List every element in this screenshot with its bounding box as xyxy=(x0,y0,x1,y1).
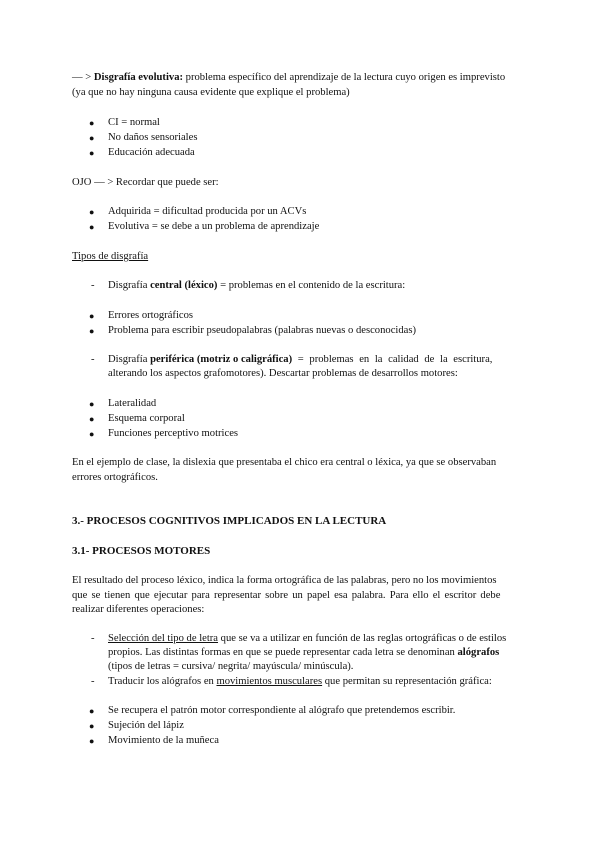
central-term: central (léxico) xyxy=(150,280,218,291)
section-3-title: 3.- PROCESOS COGNITIVOS IMPLICADOS EN LA LECTURA xyxy=(72,515,387,527)
tipos-heading xyxy=(72,250,528,264)
resultado-line1: El resultado del proceso léxico, indica la forma ortográfica de las palabras, pero no los movimientos xyxy=(72,575,497,586)
bullet-icon: ● xyxy=(89,207,95,217)
bullet-icon: ● xyxy=(89,148,95,158)
dash-marker: - xyxy=(91,676,95,687)
list-item: Errores ortográficos xyxy=(108,310,194,321)
central-post: = problemas en el contenido de la escritura: xyxy=(217,280,406,291)
bullet-icon: ● xyxy=(89,399,95,409)
bullet-icon: ● xyxy=(89,222,95,232)
traducir-term: movimientos musculares xyxy=(216,676,323,687)
bullet-icon: ● xyxy=(89,311,95,321)
bullet-icon: ● xyxy=(89,326,95,336)
paragraph-disgrafia-evolutiva xyxy=(72,71,528,85)
bullet-icon: ● xyxy=(89,429,95,439)
seleccion-term: Selección del tipo de letra xyxy=(108,633,219,644)
arrow-text: — > xyxy=(72,72,94,83)
seleccion-rest: que se va a utilizar en función de las reglas ortográficas o de estilos xyxy=(218,633,507,644)
list-item: CI = normal xyxy=(108,117,160,128)
periferica-term: periférica (motriz o caligráfica) xyxy=(150,354,293,365)
periferica-pre: Disgrafía xyxy=(108,354,151,365)
seleccion-line3: (tipos de letras = cursiva/ negrita/ mayúscula/ minúscula). xyxy=(108,661,354,672)
definition-text: problema específico del aprendizaje de la lectura cuyo origen es imprevisto xyxy=(183,72,506,83)
ojo-note: OJO — > Recordar que puede ser: xyxy=(72,177,219,188)
list-item: Evolutiva = se debe a un problema de aprendizaje xyxy=(108,221,320,232)
term-disgrafia-evolutiva: Disgrafía evolutiva: xyxy=(93,72,184,83)
section-3-1-title: 3.1- PROCESOS MOTORES xyxy=(72,545,211,557)
list-item: Educación adecuada xyxy=(108,147,195,158)
periferica-post: = problemas en la calidad de la escritura, xyxy=(292,354,493,365)
list-item: Se recupera el patrón motor correspondiente al alógrafo que pretendemos escribir. xyxy=(108,705,456,716)
section-3-heading xyxy=(72,514,528,528)
ejemplo-line2: errores ortográficos. xyxy=(72,472,158,483)
alografos-term: alógrafos xyxy=(457,647,500,658)
periferica-line2: alterando los aspectos grafomotores). Descartar problemas de desarrollos motores: xyxy=(108,368,458,379)
central-pre: Disgrafía xyxy=(108,280,151,291)
list-item: Esquema corporal xyxy=(108,413,185,424)
seleccion-line2 xyxy=(108,646,499,660)
dash-marker: - xyxy=(91,280,95,291)
periferica-item xyxy=(108,353,528,367)
bullet-icon: ● xyxy=(89,706,95,716)
list-item: Problema para escribir pseudopalabras (palabras nuevas o desconocidas) xyxy=(108,325,416,336)
bullet-icon: ● xyxy=(89,721,95,731)
list-item: No daños sensoriales xyxy=(108,132,198,143)
resultado-line2: que se tienen que ejecutar para representar sobre un papel esa palabra. Para ello el escritor debe xyxy=(72,590,501,601)
dash-marker: - xyxy=(91,633,95,644)
list-item: Lateralidad xyxy=(108,398,157,409)
bullet-icon: ● xyxy=(89,736,95,746)
traducir-pre: Traducir los alógrafos en xyxy=(108,676,217,687)
traducir-post: que permitan su representación gráfica: xyxy=(322,676,492,687)
bullet-icon: ● xyxy=(89,118,95,128)
bullet-icon: ● xyxy=(89,133,95,143)
section-3-1-heading xyxy=(72,544,528,558)
list-item: Sujeción del lápiz xyxy=(108,720,184,731)
ejemplo-line1: En el ejemplo de clase, la dislexia que presentaba el chico era central o léxica, ya que se observaban xyxy=(72,457,497,468)
resultado-line3: realizar diferentes operaciones: xyxy=(72,604,205,615)
paragraph-line: (ya que no hay ninguna causa evidente que explique el problema) xyxy=(72,87,350,98)
list-item: Movimiento de la muñeca xyxy=(108,735,219,746)
list-item: Adquirida = dificultad producida por un ACVs xyxy=(108,206,307,217)
list-item: Funciones perceptivo motrices xyxy=(108,428,239,439)
seleccion-item xyxy=(108,632,506,646)
seleccion-line2-text: propios. Las distintas formas en que se puede representar cada letra se denominan xyxy=(108,647,458,658)
dash-marker: - xyxy=(91,354,95,365)
central-item xyxy=(108,279,405,293)
tipos-heading-text: Tipos de disgrafía xyxy=(72,251,149,262)
traducir-item xyxy=(108,675,492,689)
bullet-icon: ● xyxy=(89,414,95,424)
